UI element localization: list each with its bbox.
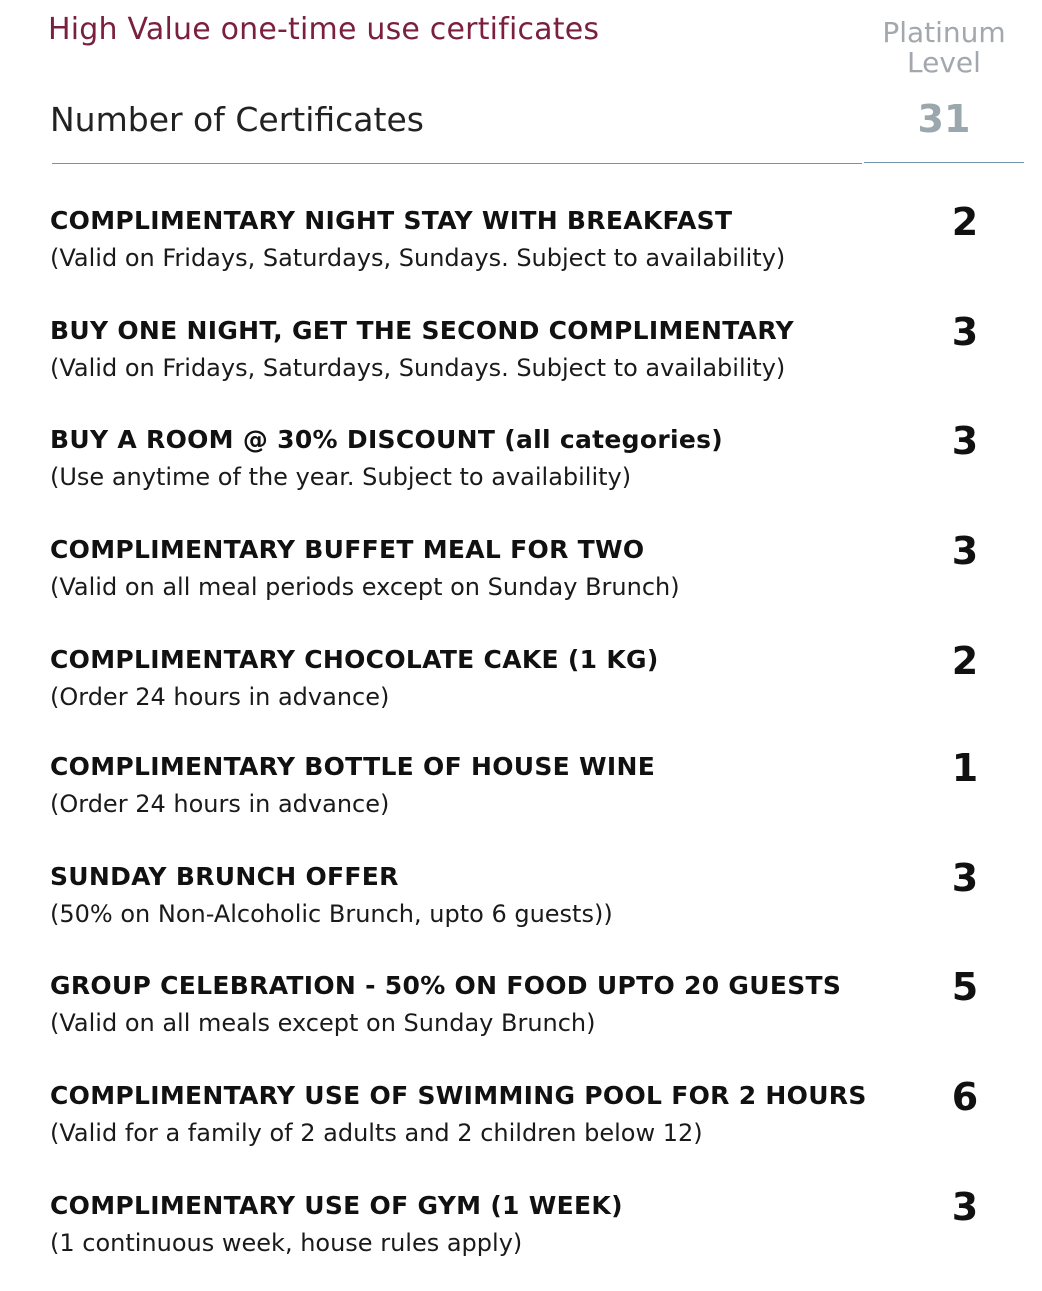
offer-title: GROUP CELEBRATION - 50% ON FOOD UPTO 20 GUESTS (50, 971, 842, 1000)
offer-title: SUNDAY BRUNCH OFFER (50, 862, 399, 891)
offer-item (50, 529, 1030, 635)
page-title: High Value one-time use certificates (48, 12, 600, 47)
offer-item (50, 1075, 1030, 1181)
offer-count: 3 (951, 310, 979, 354)
offer-note: (1 continuous week, house rules apply) (50, 1229, 523, 1257)
header-divider (52, 163, 862, 164)
offer-count: 3 (951, 529, 979, 573)
offer-count: 2 (951, 200, 979, 244)
offer-note: (50% on Non-Alcoholic Brunch, upto 6 guests)) (50, 900, 613, 928)
offer-title: COMPLIMENTARY USE OF GYM (1 WEEK) (50, 1191, 623, 1220)
offer-count: 6 (951, 1075, 979, 1119)
offer-item (50, 310, 1030, 416)
offer-title: COMPLIMENTARY BUFFET MEAL FOR TWO (50, 535, 645, 564)
offer-count: 3 (951, 856, 979, 900)
offer-title: COMPLIMENTARY BOTTLE OF HOUSE WINE (50, 752, 656, 781)
offer-item (50, 856, 1030, 962)
offer-count: 5 (951, 965, 979, 1009)
header-divider-level (864, 162, 1024, 163)
offer-count: 1 (951, 746, 979, 790)
offer-note: (Valid on Fridays, Saturdays, Sundays. Subject to availability) (50, 244, 786, 272)
offer-item (50, 200, 1030, 306)
offer-count: 2 (951, 639, 979, 683)
certificate-count-label: Number of Certificates (50, 100, 424, 139)
offer-note: (Valid on all meals except on Sunday Brunch) (50, 1009, 596, 1037)
offer-note: (Valid for a family of 2 adults and 2 children below 12) (50, 1119, 703, 1147)
offer-count: 3 (951, 419, 979, 463)
offer-title: COMPLIMENTARY NIGHT STAY WITH BREAKFAST (50, 206, 733, 235)
offer-title: COMPLIMENTARY CHOCOLATE CAKE (1 KG) (50, 645, 659, 674)
offer-item (50, 746, 1030, 852)
offer-note: (Order 24 hours in advance) (50, 683, 390, 711)
certificate-count-total: 31 (917, 97, 971, 141)
offer-note: (Valid on all meal periods except on Sunday Brunch) (50, 573, 680, 601)
offer-note: (Use anytime of the year. Subject to availability) (50, 463, 632, 491)
level-label: Platinum Level (882, 16, 1006, 79)
offer-title: COMPLIMENTARY USE OF SWIMMING POOL FOR 2 HOURS (50, 1081, 867, 1110)
offer-item (50, 965, 1030, 1071)
offer-title: BUY A ROOM @ 30% DISCOUNT (all categories) (50, 425, 723, 454)
offer-title: BUY ONE NIGHT, GET THE SECOND COMPLIMENTARY (50, 316, 794, 345)
offer-note: (Order 24 hours in advance) (50, 790, 390, 818)
offer-note: (Valid on Fridays, Saturdays, Sundays. Subject to availability) (50, 354, 786, 382)
offer-item (50, 419, 1030, 525)
offer-item (50, 1185, 1030, 1291)
offer-count: 3 (951, 1185, 979, 1229)
offer-item (50, 639, 1030, 745)
